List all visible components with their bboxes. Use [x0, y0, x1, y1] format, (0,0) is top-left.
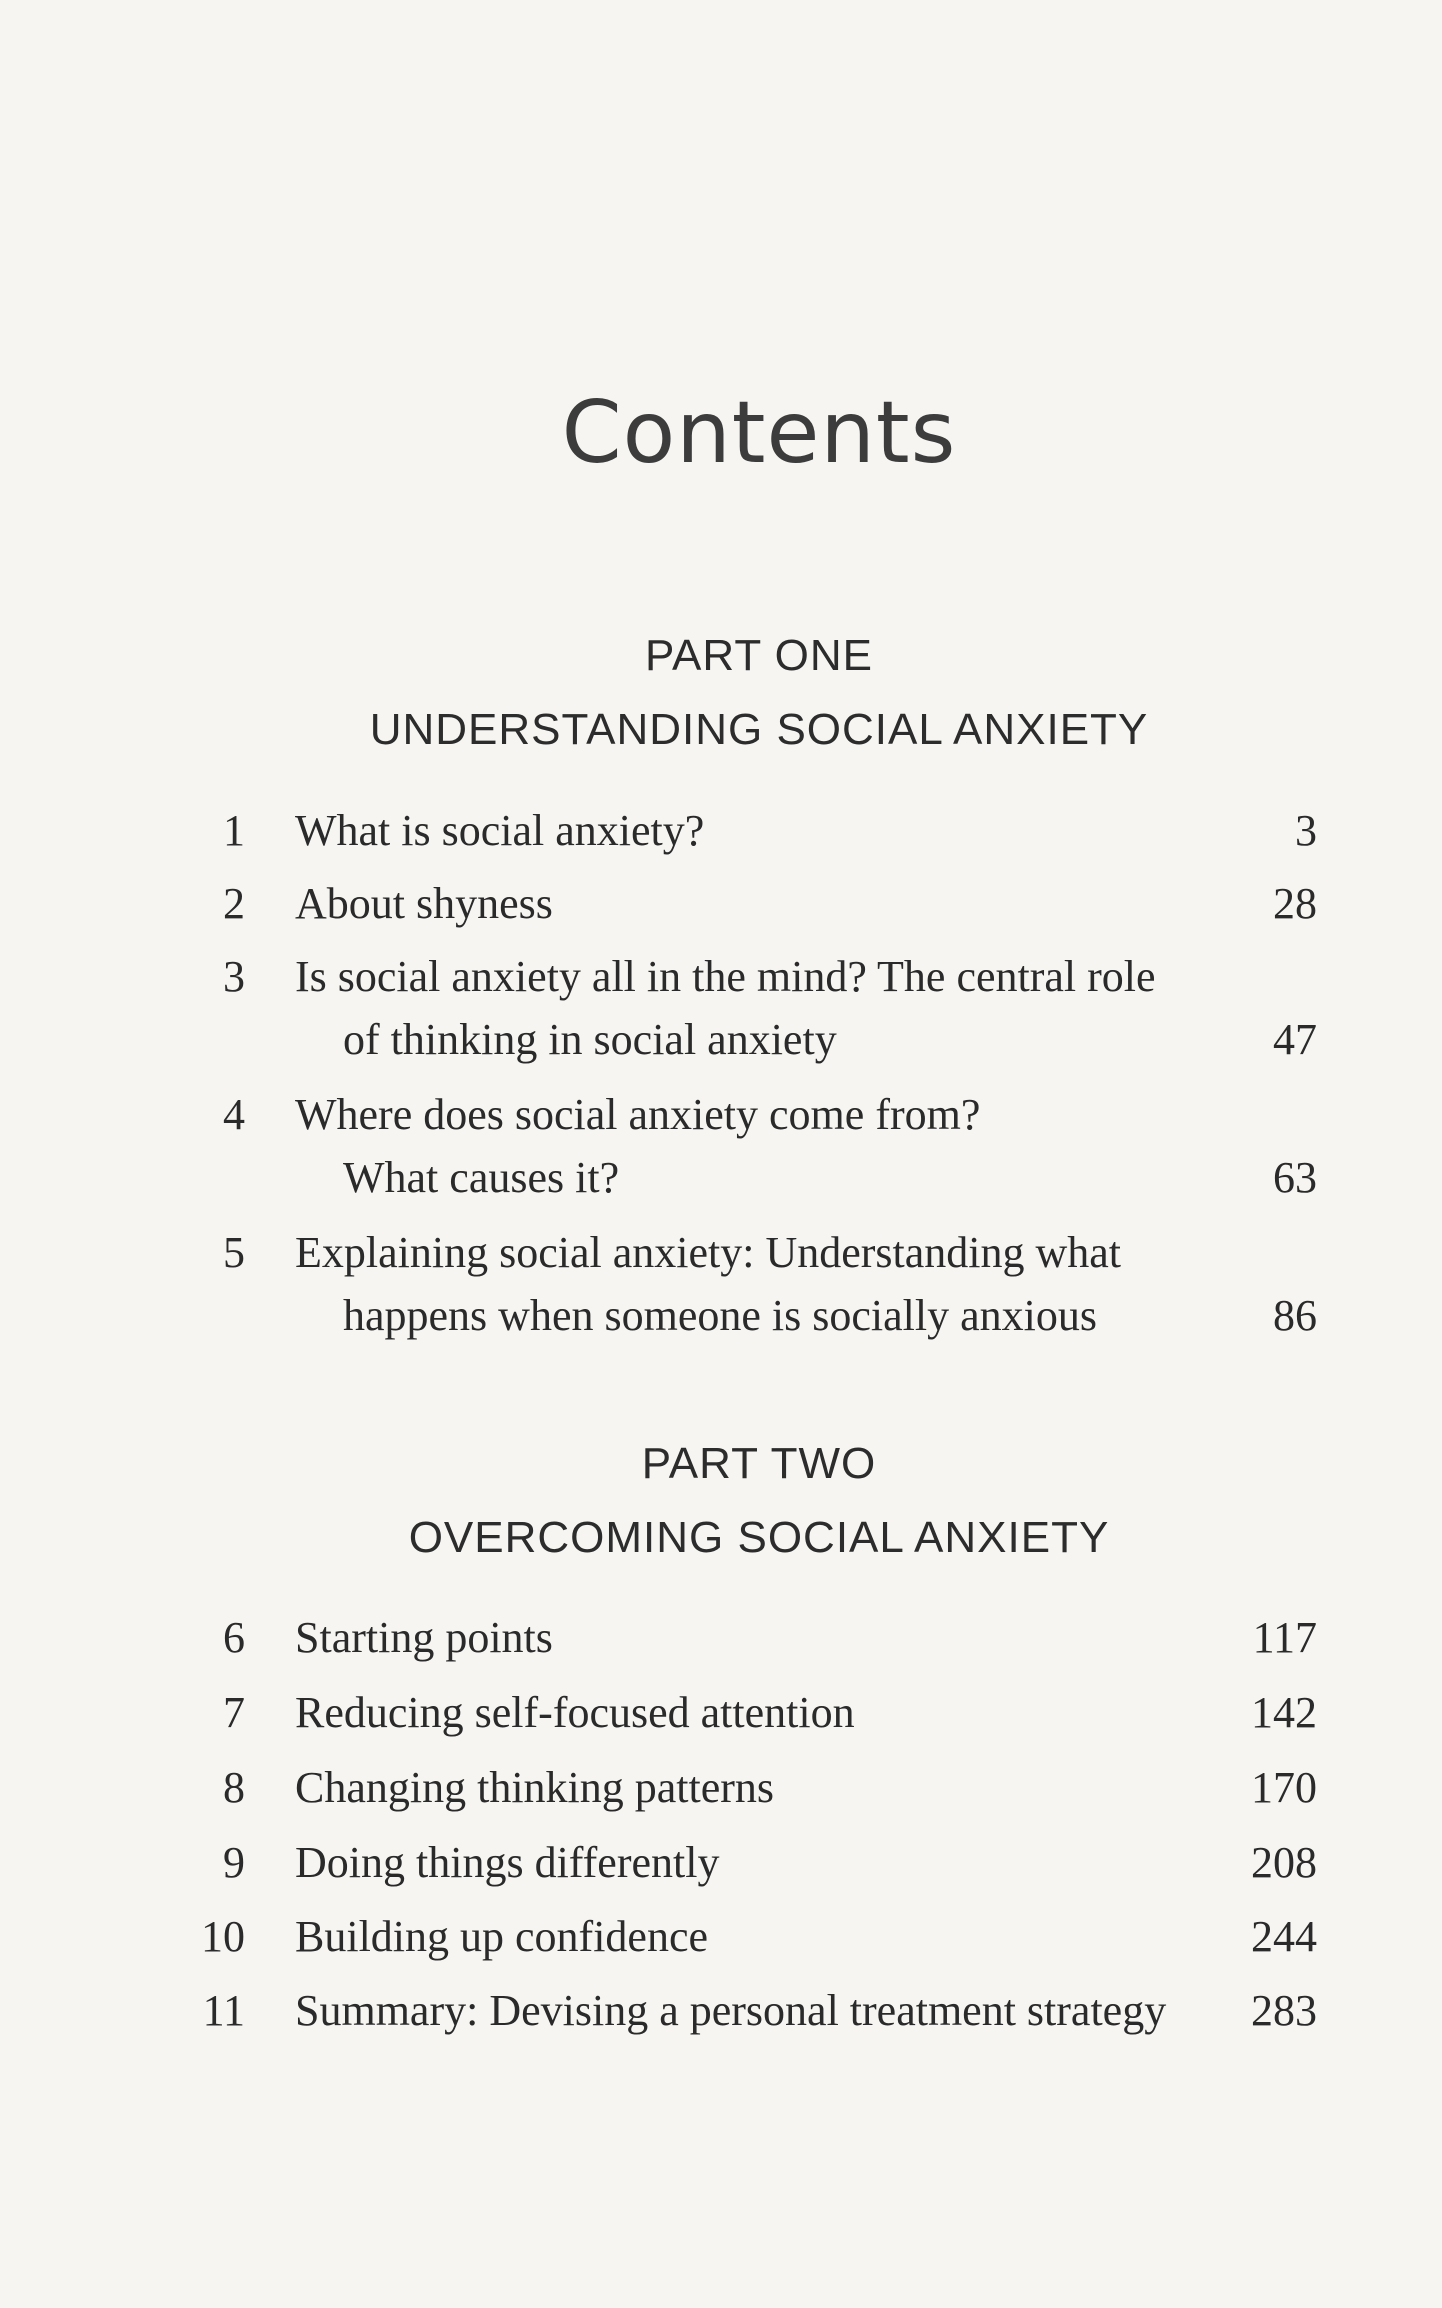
chapter-number: 3 — [223, 952, 245, 1001]
chapter-title-line-1: Is social anxiety all in the mind? The central role — [295, 952, 1156, 1001]
chapter-number: 10 — [201, 1912, 245, 1961]
page-number: 208 — [1251, 1838, 1317, 1887]
chapter-number: 7 — [223, 1688, 245, 1737]
chapter-number: 9 — [223, 1838, 245, 1887]
chapter-title: What is social anxiety? — [295, 806, 705, 855]
page-number: 28 — [1273, 879, 1317, 928]
page-number: 47 — [1273, 1015, 1317, 1064]
page-title: Contents — [561, 383, 957, 483]
chapter-title: Summary: Devising a personal treatment strategy — [295, 1986, 1167, 2035]
chapter-title-line-1: Where does social anxiety come from? — [295, 1090, 981, 1139]
chapter-number: 2 — [223, 879, 245, 928]
chapter-title-line-2: happens when someone is socially anxious — [343, 1291, 1097, 1340]
part-one-label: PART ONE — [644, 631, 874, 680]
chapter-number: 11 — [202, 1986, 245, 2035]
chapter-title: Building up confidence — [295, 1912, 709, 1961]
chapter-title: Starting points — [295, 1613, 553, 1662]
part-one-title: UNDERSTANDING SOCIAL ANXIETY — [369, 705, 1149, 754]
chapter-number: 1 — [223, 806, 245, 855]
chapter-number: 6 — [223, 1613, 245, 1662]
part-two-title: OVERCOMING SOCIAL ANXIETY — [408, 1513, 1110, 1562]
page-number: 3 — [1295, 806, 1317, 855]
chapter-number: 8 — [223, 1763, 245, 1812]
chapter-title-line-2: What causes it? — [343, 1153, 620, 1202]
part-two-label: PART TWO — [641, 1439, 877, 1488]
page-number: 63 — [1273, 1153, 1317, 1202]
chapter-title: About shyness — [295, 879, 553, 928]
page-number: 117 — [1252, 1613, 1317, 1662]
chapter-number: 4 — [223, 1090, 245, 1139]
page-number: 142 — [1251, 1688, 1317, 1737]
chapter-title-line-1: Explaining social anxiety: Understanding what — [295, 1228, 1122, 1277]
page-number: 170 — [1251, 1763, 1317, 1812]
chapter-title-line-2: of thinking in social anxiety — [343, 1015, 837, 1064]
page-number: 244 — [1251, 1912, 1317, 1961]
chapter-title: Doing things differently — [295, 1838, 720, 1887]
chapter-title: Reducing self-focused attention — [295, 1688, 855, 1737]
chapter-title: Changing thinking patterns — [295, 1763, 775, 1812]
page-number: 86 — [1273, 1291, 1317, 1340]
page-number: 283 — [1251, 1986, 1317, 2035]
chapter-number: 5 — [223, 1228, 245, 1277]
